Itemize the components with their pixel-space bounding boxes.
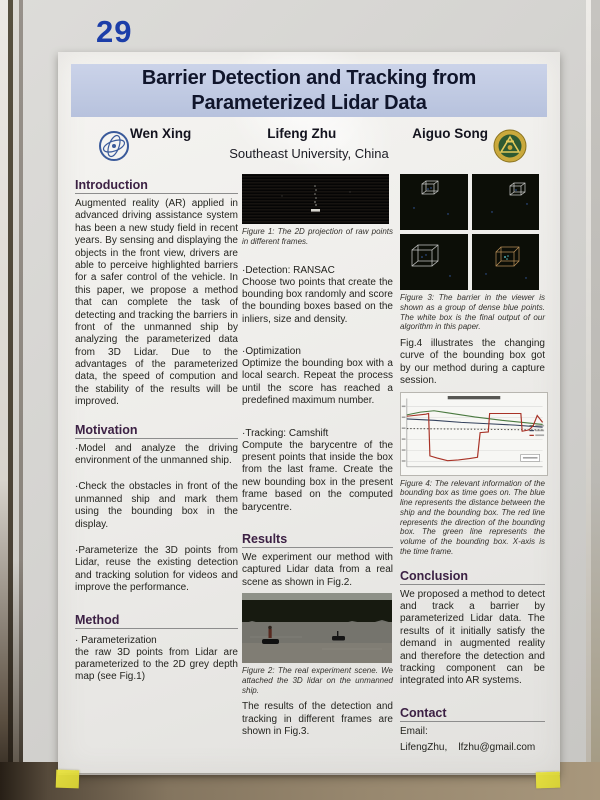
intro-body: Augmented reality (AR) applied in advanced driving assistance system has been a new study field in recent years. By sensing and displaying the objects in the front view, drivers are able to perceive highlighted barriers for a safer control of the vehicle. In this paper, we propose a method that can complete the task of detecting and tracking the barriers in front of the unmanned ship by analyzing the parameterized data from 3D Lidar. Due to the advantages of the parameterized data, the speed of compution and the stability of the results will be improved. [75, 198, 238, 408]
detection-heading: ·Detection: RANSAC [242, 264, 335, 276]
figure3-panel-4 [472, 234, 540, 290]
axis-tick-smudges [402, 405, 406, 461]
column-right [400, 174, 545, 758]
author-row [130, 126, 488, 141]
poster-title-line2: Parameterized Lidar Data [191, 91, 427, 114]
board-frame-edge-right [591, 0, 600, 800]
figure3-image-grid [400, 174, 539, 290]
figure4-chart [400, 392, 548, 476]
figure4-caption: Figure 4: The relevant information of the bounding box as time goes on. The blue line represents the distance between the ship and the bounding box. The red line represents the direction of the bounding box. The green line represents the volume of the bounding box. X-axis is the time frame. [400, 478, 545, 556]
results-body-1: We experiment our method with captured Lidar data from a real scene as shown in Fig.2. [242, 551, 393, 588]
motivation-bullet-1: ·Model and analyze the driving environment of the unmanned ship. [75, 442, 238, 467]
chart-annotation-box [521, 454, 540, 461]
results-body-2: The results of the detection and tracking in different frames are shown in Fig.3. [242, 701, 393, 738]
method-body: the raw 3D points from Lidar are parameterized to the 2D grey depth map (see Fig.1) [75, 646, 238, 683]
affiliation: Southeast University, China [229, 146, 389, 161]
contact-email-value: LifengZhu, lfzhu@gmail.com [400, 742, 536, 754]
poster-title-line1: Barrier Detection and Tracking from [141, 66, 477, 89]
detection-body: Choose two points that create the bounding box randomly and score the bounding boxes based on the inliers, size and density. [242, 276, 393, 325]
motivation-bullet-3: ·Parameterize the 3D points from Lidar, reuse the existing detection and tracking solution for videos and improve the performance. [75, 544, 238, 594]
results-heading: Results [242, 532, 393, 548]
contact-heading: Contact [400, 706, 545, 722]
tape-bottom-right [536, 772, 561, 789]
poster-paper [58, 52, 560, 775]
motivation-bullet-2: ·Check the obstacles in front of the unmanned ship and mark them using the bounding box in the display. [75, 481, 238, 530]
fig4-intro: Fig.4 illustrates the changing curve of the bounding box got by our method during a capture session. [400, 338, 545, 387]
author-2: Lifeng Zhu [267, 126, 337, 141]
method-heading: Method [75, 613, 238, 629]
optimization-heading: ·Optimization [242, 346, 301, 358]
figure1-image [242, 174, 389, 224]
figure1-caption: Figure 1: The 2D projection of raw points in different frames. [242, 227, 393, 246]
intro-heading: Introduction [75, 178, 238, 194]
motivation-heading: Motivation [75, 423, 238, 439]
tape-bottom-left [56, 770, 80, 789]
tracking-body: Compute the barycentre of the present points that inside the box from the last frame. Create the new bounding box in the present frame based on the computed barycentre. [242, 439, 393, 513]
figure3-caption: Figure 3: The barrier in the viewer is shown as a group of dense blue points. The white box is the final output of our algorithm in this paper. [400, 293, 545, 332]
conclusion-body: We proposed a method to detect and track a barrier by parameterized Lidar data. The results of it initially satisfy the demand in augmented reality and therefore the detection and tracking component can be integrated into AR systems. [400, 588, 545, 687]
optimization-body: Optimize the bounding box with a local search. Repeat the process until the score has reached a predefined maximum number. [242, 358, 393, 407]
figure3-panel-3 [400, 234, 468, 290]
figure3-panel-2 [472, 174, 540, 230]
board-number: 29 [96, 14, 133, 49]
author-3: Aiguo Song [412, 126, 488, 141]
chart-line [407, 413, 543, 460]
chart-title-smudge [448, 396, 501, 399]
poster-shadow [58, 773, 560, 779]
method-sub: · Parameterization [75, 634, 157, 646]
board-frame-edge [19, 0, 23, 800]
column-left [75, 178, 238, 688]
conclusion-heading: Conclusion [400, 569, 545, 585]
board-frame-edge [0, 0, 8, 800]
figure2-caption: Figure 2: The real experiment scene. We attached the 3D lidar on the unmanned ship. [242, 666, 393, 695]
figure3-panel-1 [400, 174, 468, 230]
contact-email-label: Email: [400, 725, 428, 737]
poster-title-band [71, 64, 547, 117]
figure2-image [242, 593, 392, 663]
university-seal-icon [492, 128, 528, 169]
author-1: Wen Xing [130, 126, 192, 141]
lab-globe-logo-icon [98, 130, 130, 167]
tracking-heading: ·Tracking: Camshift [242, 427, 329, 439]
column-middle [242, 174, 393, 743]
